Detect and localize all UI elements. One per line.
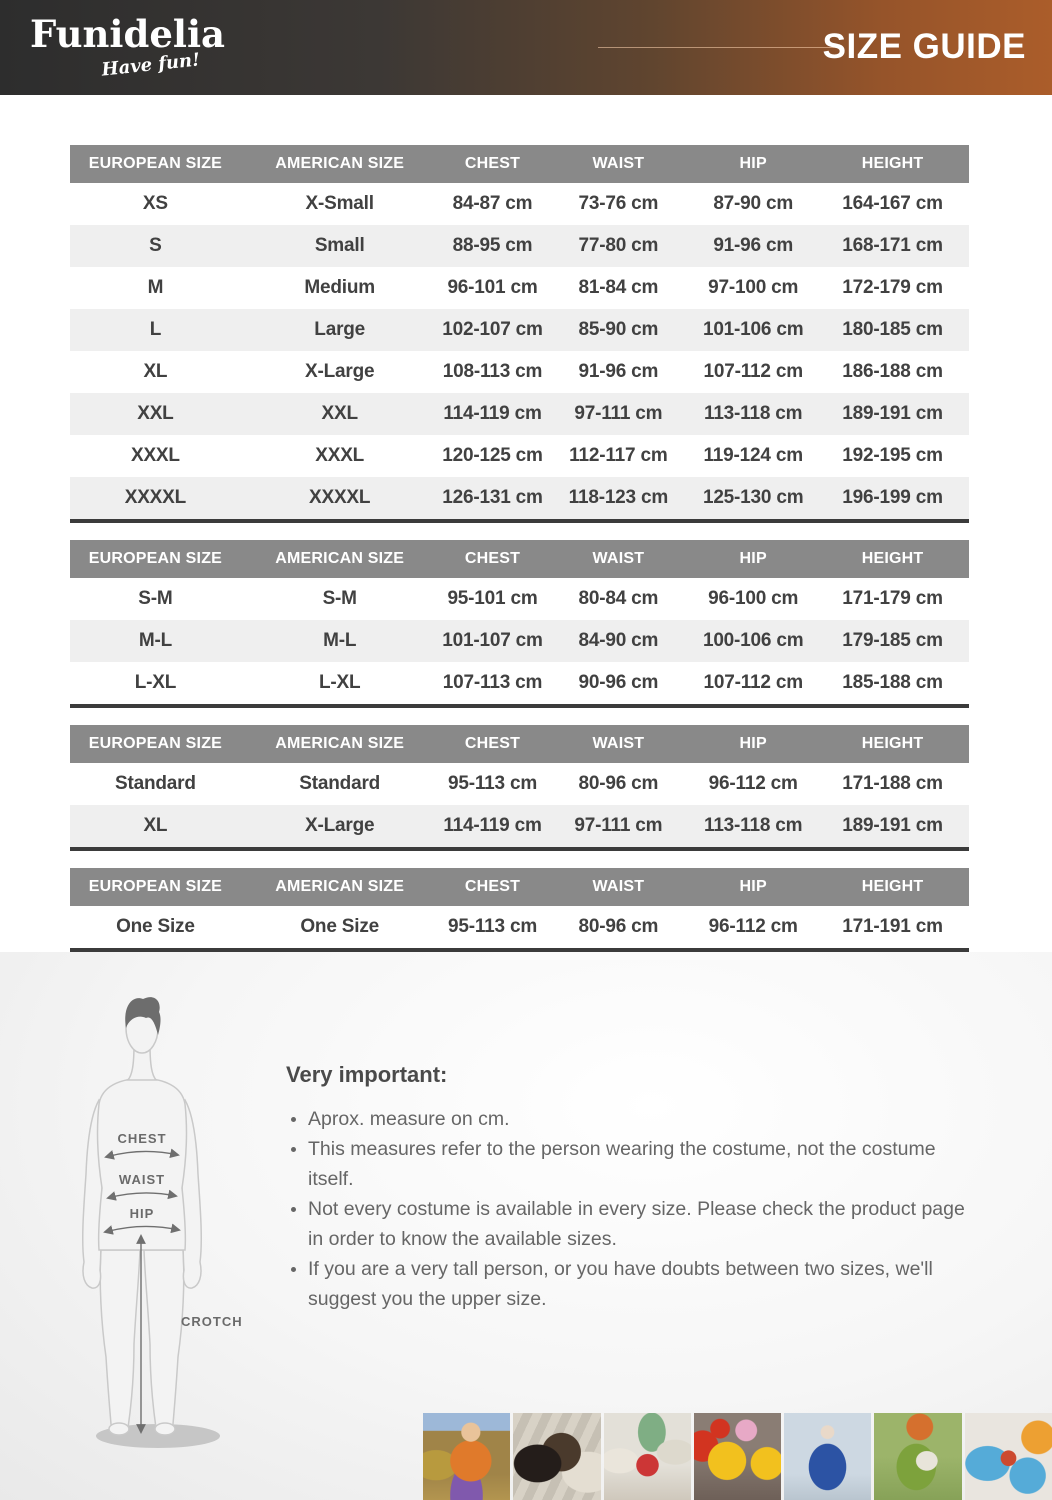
table-row xyxy=(70,906,969,948)
logo-wordmark: Funidelia xyxy=(30,12,225,56)
crotch-label: CROTCH xyxy=(181,1314,243,1329)
table-cell: X-Small xyxy=(305,193,374,214)
column-header: CHEST xyxy=(464,155,521,172)
table-cell: 96-101 cm xyxy=(447,277,538,298)
table-cell: 88-95 cm xyxy=(452,235,533,256)
table-cell: 189-191 cm xyxy=(842,815,943,836)
table-cell: 171-188 cm xyxy=(842,773,943,794)
column-header: EUROPEAN SIZE xyxy=(88,550,223,567)
table-cell: 97-100 cm xyxy=(708,277,799,298)
notes-list xyxy=(286,1104,966,1314)
table-cell: 77-80 cm xyxy=(578,235,659,256)
table-cell: 84-87 cm xyxy=(452,193,533,214)
column-header: HIP xyxy=(739,735,767,752)
table-cell: 118-123 cm xyxy=(568,487,669,508)
table-cell: XXXL xyxy=(315,445,365,466)
table-cell: 171-179 cm xyxy=(842,588,943,609)
note-item: • Not every costume is available in every size. Please check the product page in order to know the available sizes. xyxy=(308,1194,966,1254)
column-header: HEIGHT xyxy=(861,878,924,895)
costume-photo-pacman xyxy=(694,1413,781,1500)
table-cell: 73-76 cm xyxy=(578,193,659,214)
table-cell: XS xyxy=(142,193,168,214)
column-header: CHEST xyxy=(464,878,521,895)
table-cell: 97-111 cm xyxy=(574,815,663,836)
table-cell: 171-191 cm xyxy=(842,916,943,937)
table-cell: L xyxy=(149,319,162,340)
table-cell: M-L xyxy=(138,630,172,651)
table-cell: 95-101 cm xyxy=(447,588,538,609)
table-cell: 100-106 cm xyxy=(702,630,804,651)
table-cell: M xyxy=(147,277,164,298)
table-cell: 81-84 cm xyxy=(578,277,659,298)
table-cell: XL xyxy=(143,815,168,836)
costume-photo-pj-masks xyxy=(784,1413,871,1500)
table-row xyxy=(70,225,969,267)
table-row xyxy=(70,620,969,662)
table-cell: 125-130 cm xyxy=(702,487,804,508)
table-cell: 91-96 cm xyxy=(713,235,794,256)
table-row xyxy=(70,267,969,309)
costume-photo-street-fighter xyxy=(874,1413,961,1500)
table-cell: 186-188 cm xyxy=(842,361,943,382)
table-cell: 96-112 cm xyxy=(708,773,798,794)
column-header: CHEST xyxy=(464,735,521,752)
size-table-combined xyxy=(70,540,969,708)
table-cell: 185-188 cm xyxy=(842,672,943,693)
column-header: EUROPEAN SIZE xyxy=(88,155,223,172)
table-cell: 120-125 cm xyxy=(442,445,543,466)
table-row xyxy=(70,309,969,351)
table-cell: S-M xyxy=(322,588,357,609)
costume-photo-smurfs xyxy=(965,1413,1052,1500)
column-header: AMERICAN SIZE xyxy=(275,550,405,567)
table-cell: 87-90 cm xyxy=(713,193,794,214)
table-cell: 107-113 cm xyxy=(442,672,543,693)
column-header: AMERICAN SIZE xyxy=(275,735,405,752)
table-cell: 107-112 cm xyxy=(703,672,803,693)
table-cell: 80-84 cm xyxy=(578,588,659,609)
column-header: WAIST xyxy=(592,735,645,752)
banner-divider-line xyxy=(598,47,838,48)
table-cell: 112-117 cm xyxy=(569,445,668,466)
table-cell: 179-185 cm xyxy=(842,630,943,651)
table-cell: 164-167 cm xyxy=(842,193,943,214)
table-row xyxy=(70,351,969,393)
size-table-one-size xyxy=(70,868,969,952)
waist-label: WAIST xyxy=(118,1172,166,1187)
table-cell: XL xyxy=(143,361,168,382)
table-row xyxy=(70,578,969,620)
column-header: HIP xyxy=(739,155,767,172)
table-cell: 101-107 cm xyxy=(442,630,543,651)
table-cell: 84-90 cm xyxy=(578,630,659,651)
chest-label: CHEST xyxy=(117,1131,167,1146)
photo-strip xyxy=(423,1413,1052,1500)
table-cell: 90-96 cm xyxy=(578,672,659,693)
table-cell: 80-96 cm xyxy=(578,916,659,937)
table-header-row xyxy=(70,725,969,763)
table-cell: XXXXL xyxy=(309,487,371,508)
funidelia-logo xyxy=(30,12,225,81)
table-cell: L-XL xyxy=(318,672,361,693)
note-item: • This measures refer to the person wearing the costume, not the costume itself. xyxy=(308,1134,966,1194)
column-header: CHEST xyxy=(464,550,521,567)
table-cell: 80-96 cm xyxy=(578,773,659,794)
table-cell: 95-113 cm xyxy=(447,773,538,794)
size-tables xyxy=(70,145,969,952)
table-cell: 192-195 cm xyxy=(842,445,943,466)
table-cell: S-M xyxy=(138,588,173,609)
table-cell: XXL xyxy=(321,403,358,424)
table-cell: L-XL xyxy=(134,672,177,693)
table-cell: 196-199 cm xyxy=(842,487,943,508)
table-cell: Medium xyxy=(304,277,375,298)
table-cell: 168-171 cm xyxy=(842,235,943,256)
table-row xyxy=(70,183,969,225)
table-cell: 172-179 cm xyxy=(842,277,943,298)
table-row xyxy=(70,805,969,847)
costume-photo-star-wars xyxy=(513,1413,600,1500)
table-header-row xyxy=(70,145,969,183)
table-cell: One Size xyxy=(300,916,379,937)
costume-photo-power-rangers xyxy=(604,1413,691,1500)
table-cell: 95-113 cm xyxy=(447,916,538,937)
table-cell: X-Large xyxy=(305,361,375,382)
note-item: • If you are a very tall person, or you have doubts between two sizes, we'll suggest you the upper size. xyxy=(308,1254,966,1314)
header-banner xyxy=(0,0,1052,95)
table-cell: 126-131 cm xyxy=(442,487,543,508)
table-cell: Standard xyxy=(115,773,196,794)
table-cell: 96-100 cm xyxy=(708,588,799,609)
column-header: HIP xyxy=(739,550,767,567)
table-row xyxy=(70,763,969,805)
table-row xyxy=(70,662,969,704)
note-item: • Aprox. measure on cm. xyxy=(308,1104,966,1134)
table-cell: 85-90 cm xyxy=(578,319,659,340)
table-cell: 101-106 cm xyxy=(702,319,804,340)
size-table-standard xyxy=(70,725,969,851)
lower-section xyxy=(0,952,1052,1500)
table-cell: 96-112 cm xyxy=(708,916,798,937)
logo-tagline: Have fun! xyxy=(100,49,201,81)
table-cell: 180-185 cm xyxy=(842,319,943,340)
table-cell: XXXXL xyxy=(124,487,187,508)
table-cell: 107-112 cm xyxy=(703,361,803,382)
table-cell: XXXL xyxy=(130,445,180,466)
table-cell: 119-124 cm xyxy=(703,445,803,466)
column-header: HIP xyxy=(739,878,767,895)
table-cell: 113-118 cm xyxy=(704,815,803,836)
column-header: HEIGHT xyxy=(861,735,924,752)
column-header: EUROPEAN SIZE xyxy=(88,735,223,752)
hip-label: HIP xyxy=(129,1206,155,1221)
table-row xyxy=(70,393,969,435)
table-cell: M-L xyxy=(323,630,357,651)
table-cell: 189-191 cm xyxy=(842,403,943,424)
table-cell: 114-119 cm xyxy=(443,815,542,836)
table-cell: 91-96 cm xyxy=(578,361,659,382)
body-measurement-diagram xyxy=(68,992,243,1452)
column-header: HEIGHT xyxy=(861,155,924,172)
column-header: WAIST xyxy=(592,155,645,172)
table-cell: 102-107 cm xyxy=(442,319,543,340)
table-cell: 108-113 cm xyxy=(442,361,543,382)
table-cell: XXL xyxy=(137,403,174,424)
column-header: WAIST xyxy=(592,878,645,895)
table-cell: 113-118 cm xyxy=(704,403,803,424)
size-table-adult xyxy=(70,145,969,523)
table-row xyxy=(70,477,969,519)
table-cell: Standard xyxy=(299,773,381,794)
table-header-row xyxy=(70,868,969,906)
column-header: AMERICAN SIZE xyxy=(275,878,405,895)
column-header: WAIST xyxy=(592,550,645,567)
table-cell: S xyxy=(149,235,162,256)
table-row xyxy=(70,435,969,477)
table-cell: Small xyxy=(314,235,365,256)
table-header-row xyxy=(70,540,969,578)
table-cell: X-Large xyxy=(305,815,375,836)
important-notes xyxy=(286,1062,966,1314)
column-header: AMERICAN SIZE xyxy=(275,155,405,172)
table-cell: Large xyxy=(314,319,366,340)
table-cell: 97-111 cm xyxy=(574,403,663,424)
costume-photo-dragon-ball xyxy=(423,1413,510,1500)
table-cell: One Size xyxy=(116,916,195,937)
column-header: HEIGHT xyxy=(861,550,924,567)
table-cell: 114-119 cm xyxy=(443,403,542,424)
notes-heading: Very important: xyxy=(286,1062,448,1087)
column-header: EUROPEAN SIZE xyxy=(88,878,223,895)
page-title: SIZE GUIDE xyxy=(822,27,1026,66)
